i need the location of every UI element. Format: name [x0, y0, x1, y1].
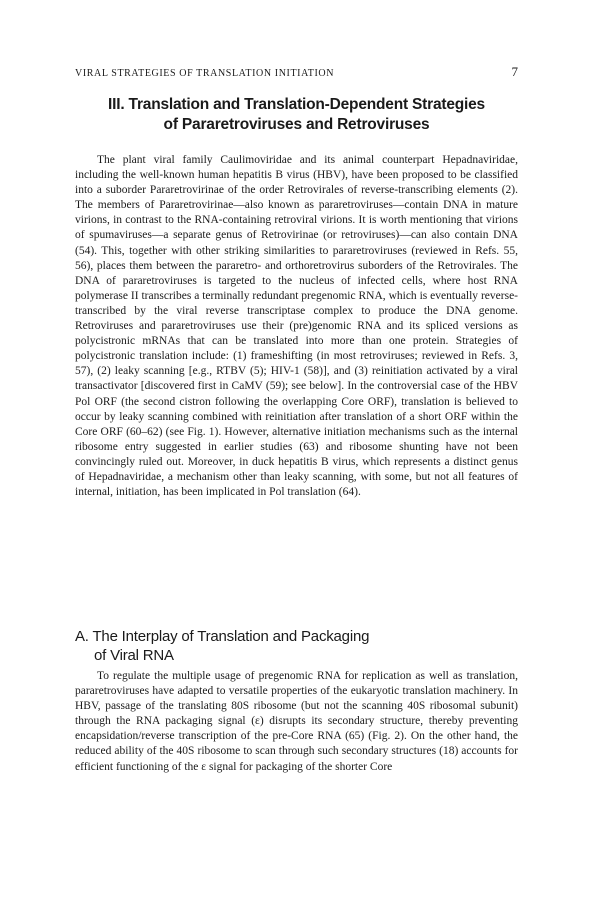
section-title-line-2: of Pararetroviruses and Retroviruses: [163, 116, 430, 133]
subsection-title-line-1: A. The Interplay of Translation and Packaging: [75, 628, 370, 645]
running-header: [75, 64, 518, 80]
subsection-title-line-2: of Viral RNA: [94, 647, 174, 664]
body-paragraph-2: To regulate the multiple usage of pregenomic RNA for replication as well as translation, pararetroviruses have adapted to versatile properties of the eukaryotic translation machinery. In HBV, passage of the translating 80S ribosome (but not the scanning 40S ribosomal subunit) through the RNA packaging signal (ε) disrupts its secondary structure, thereby preventing encapsidation/reverse transcription of the pre-Core RNA (65) (Fig. 2). On the other hand, the reduced ability of the 40S ribosome to scan through such secondary structures (18) accounts for efficient functioning of the ε signal for packaging of the shorter Core: [75, 670, 518, 773]
subsection-title: [75, 627, 518, 665]
body-paragraph-1: The plant viral family Caulimoviridae and its animal counterpart Hepadnaviridae, including the well-known human hepatitis B virus (HBV), have been proposed to be classified into a suborder Pararetrovirinae of the order Retrovirales of reverse-transcribing elements (2). The members of Pararetrovirinae—also known as pararetroviruses—contain DNA in mature virions, in contrast to the RNA-containing retroviral virions. It is worth mentioning that virions of spumaviruses—a separate genus of Retrovirinae (or retroviruses)—can also contain DNA (54). This, together with other striking similarities to pararetroviruses (reviewed in Refs. 55, 56), places them between the pararetro- and orthoretrovirus suborders of the Retrovirales. The DNA of pararetroviruses is targeted to the nucleus of infected cells, where host RNA polymerase II transcribes a terminally redundant pregenomic RNA, which is eventually reverse-transcribed by the viral reverse transcriptase complex to produce the DNA genome. Retroviruses and pararetroviruses use their (pre)genomic RNA and its spliced versions as polycistronic mRNAs that can be translated into more than one protein. Strategies of polycistronic translation include: (1) frameshifting (in most retroviruses; reviewed in Refs. 3, 57), (2) leaky scanning [e.g., RTBV (5); HIV-1 (58)], and (3) reinitiation activated by a viral transactivator [discovered first in CaMV (59); see below]. In the controversial case of the HBV Pol ORF (the second cistron following the overlapping Core ORF), translation is believed to occur by leaky scanning combined with reinitiation after translation of a short ORF within the Core ORF (60–62) (see Fig. 1). However, alternative initiation mechanisms such as the internal ribosome entry suggested in earlier studies (63) and ribosome shunting have not been convincingly ruled out. Moreover, in duck hepatitis B virus, which represents a distinct genus of Hepadnaviridae, a mechanism other than leaky scanning, with some, but not all features of internal, initiation, has been implicated in Pol translation (64).: [75, 154, 518, 499]
section-title: [75, 95, 518, 135]
running-title: VIRAL STRATEGIES OF TRANSLATION INITIATION: [75, 68, 335, 79]
section-title-line-1: III. Translation and Translation-Dependent Strategies: [108, 96, 485, 113]
page-number: 7: [511, 64, 518, 79]
